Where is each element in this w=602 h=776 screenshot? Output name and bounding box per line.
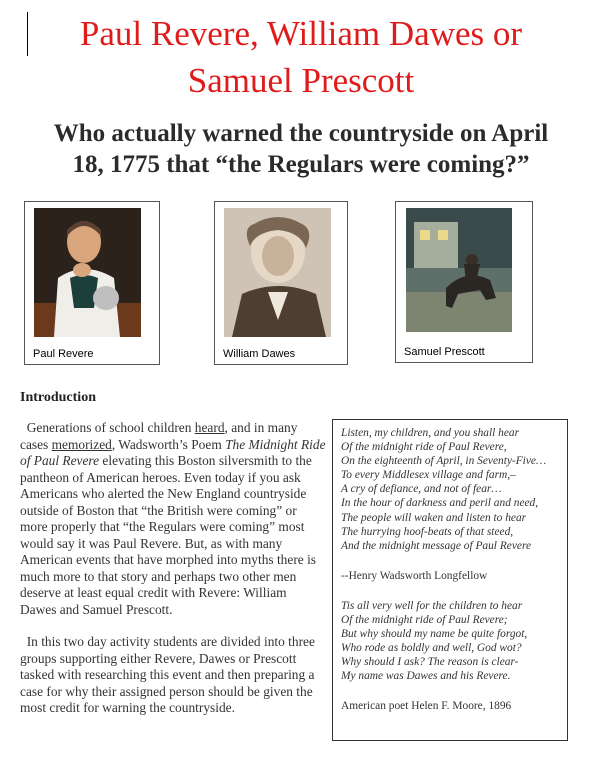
portrait-card-prescott xyxy=(395,201,533,363)
introduction-heading: Introduction xyxy=(20,390,96,405)
longfellow-verse: Listen, my children, and you shall hear Of the midnight ride of Paul Revere, On the eighteenth of April, in Seventy-Five… To every Middlesex village and farm,– A cry of defiance, and not of fear… In the hour of darkness and peril and need, The people will waken and listen to hear The hurrying hoof-beats of that steed, And the midnight message of Paul Revere xyxy=(341,427,547,552)
portrait-card-dawes xyxy=(214,201,348,365)
intro-paragraph-1: Generations of school children heard, and in many cases memorized, Wadsworth’s Poem The Midnight Ride of Paul Revere elevating this Boston silversmith to the pantheon of American heroes. Even today if you ask Americans who alerted the New England countryside outside of Boston that “the British were coming” or more properly that “the Regulars were coming” most would say it was Paul Revere. But, as with many American events that have morphed into myths there is much more to that story and perhaps two other men deserve at least equal credit with Revere: William Dawes and Samuel Prescott. xyxy=(20,420,326,617)
portrait-card-revere xyxy=(24,201,160,365)
introduction-body xyxy=(20,420,326,733)
memorized-link: memorized xyxy=(51,436,112,452)
poem-box xyxy=(332,419,568,741)
revere-portrait-image xyxy=(34,208,141,337)
dawes-portrait-image xyxy=(224,208,331,337)
page-title: Paul Revere, William Dawes or Samuel Prescott xyxy=(79,14,523,100)
intro-paragraph-2: In this two day activity students are divided into three groups supporting either Revere, Dawes or Prescott tasked with researching this event and then preparing a case for why their assigned person should be given the most credit for warning the countryside. xyxy=(20,634,315,715)
prescott-painting-image xyxy=(406,208,512,332)
page-subtitle: Who actually warned the countryside on April 18, 1775 that “the Regulars were coming?” xyxy=(53,120,549,178)
heard-link: heard xyxy=(194,420,225,435)
moore-attribution: American poet Helen F. Moore, 1896 xyxy=(341,699,512,712)
portrait-caption: William Dawes xyxy=(223,348,296,360)
moore-verse: Tis all very well for the children to hear Of the midnight ride of Paul Revere; But why should my name be quite forgot, Who rode as boldly and well, God wot? Why should I ask? The reason is clear- My name was Dawes and his Revere. xyxy=(341,599,528,683)
poem-title: The Midnight Ride of Paul Revere xyxy=(20,436,326,468)
portrait-caption: Paul Revere xyxy=(33,348,94,360)
portrait-caption: Samuel Prescott xyxy=(404,346,485,358)
longfellow-attribution: --Henry Wadsworth Longfellow xyxy=(341,569,488,582)
